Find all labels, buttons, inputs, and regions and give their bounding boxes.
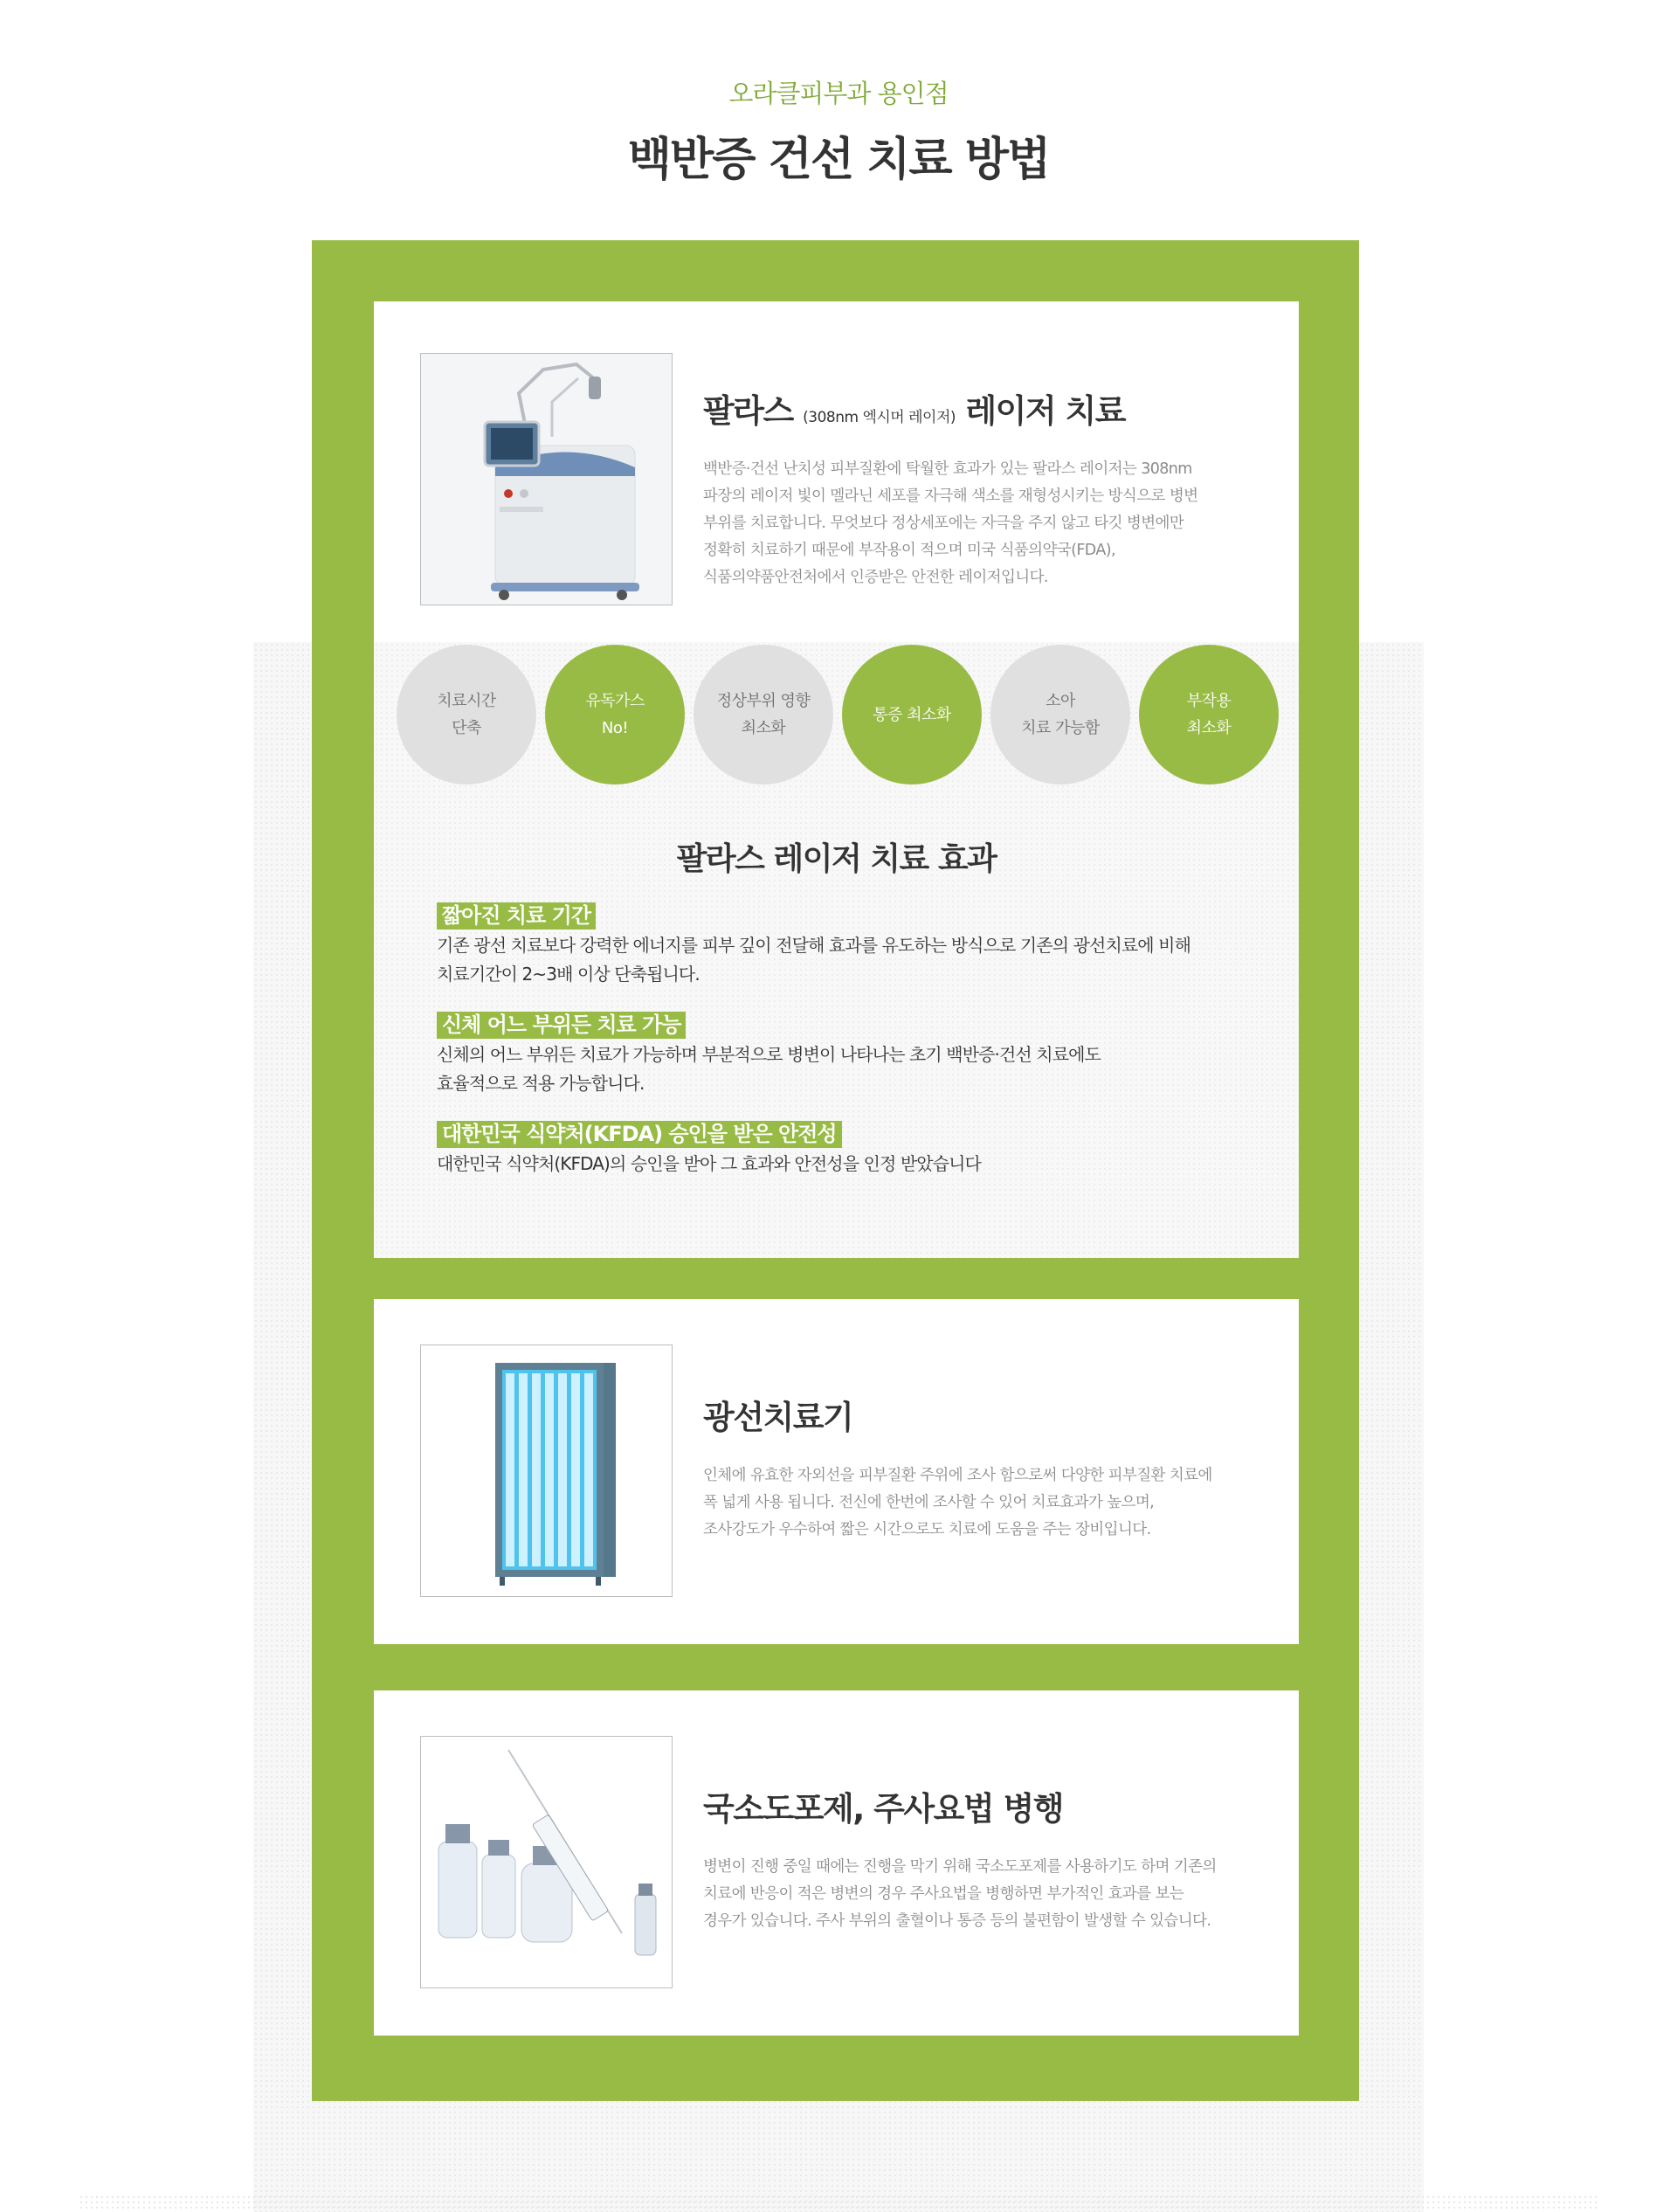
effect-tag: 대한민국 식약처(KFDA) 승인을 받은 안전성 [437,1121,842,1148]
feature-line: 최소화 [1186,719,1232,737]
bottom-dotted-strip [79,2195,1598,2212]
phototherapy-card [374,1299,1299,1644]
pharos-desc-line: 부위를 치료합니다. 무엇보다 정상세포에는 자극을 주지 않고 타깃 병변에만 [703,515,1184,532]
topical-card [374,1690,1299,2036]
effects-title: 팔라스 레이저 치료 효과 [676,841,997,877]
feature-line: 소아 [1046,692,1075,710]
feature-line: 부작용 [1186,692,1232,710]
phototherapy-title: 광선치료기 [703,1399,853,1436]
feature-circle-treatment-time [397,645,536,785]
page-title: 백반증 건선 치료 방법 [627,134,1050,186]
phototherapy-description [703,1462,1262,1544]
pharos-desc-line: 정확히 치료하기 때문에 부작용이 적으며 미국 식품의약국(FDA), [703,542,1115,559]
pharos-info [703,384,1262,591]
phototherapy-desc-line: 조사강도가 우수하여 짧은 시간으로도 치료에 도움을 주는 장비입니다. [703,1521,1151,1538]
phototherapy-desc-line: 인체에 유효한 자외선을 피부질환 주위에 조사 함으로써 다양한 피부질환 치료에 [703,1467,1212,1484]
effect-item [437,1121,1275,1179]
feature-line: 치료시간 [437,692,496,710]
syringe-vials-image [420,1736,673,1988]
feature-line: 통증 최소화 [873,705,951,724]
feature-circle-no-toxic-gas [545,645,685,785]
effect-item [437,902,1275,989]
pharos-desc-line: 파장의 레이저 빛이 멜라닌 세포를 자극해 색소를 재형성시키는 방식으로 병변 [703,487,1198,505]
effect-tag: 짧아진 치료 기간 [437,902,596,930]
clinic-subtitle: 오라클피부과 용인점 [728,79,949,108]
laser-machine-icon [421,354,673,605]
effect-description [437,931,1275,989]
pharos-card [374,301,1299,1258]
effect-description [437,1150,1275,1179]
feature-line: 치료 가능함 [1021,719,1100,737]
feature-circles [397,645,1287,786]
feature-circle-children [990,645,1130,785]
pharos-description [703,456,1262,591]
phototherapy-image [420,1344,673,1597]
effect-item [437,1012,1275,1098]
feature-circle-side-effects [1139,645,1279,785]
feature-line: No! [601,719,629,737]
pharos-title-main: 팔라스 [703,392,793,430]
phototherapy-info [703,1391,1262,1544]
effect-desc-line: 기존 광선 치료보다 강력한 에너지를 피부 깊이 전달해 효과를 유도하는 방식으로 기존의 광선치료에 비해 [437,935,1191,956]
pharos-desc-line: 백반증·건선 난치성 피부질환에 탁월한 효과가 있는 팔라스 레이저는 308nm [703,460,1192,478]
topical-title: 국소도포제, 주사요법 병행 [703,1790,1063,1828]
feature-circle-normal-area [694,645,833,785]
feature-line: 정상부위 영향 [716,692,811,710]
topical-description [703,1854,1262,1935]
phototherapy-cabinet-icon [421,1345,673,1597]
topical-info [703,1782,1262,1935]
effect-desc-line: 신체의 어느 부위든 치료가 가능하며 부분적으로 병변이 나타나는 초기 백반증·건선 치료에도 [437,1044,1101,1065]
phototherapy-desc-line: 폭 넓게 사용 됩니다. 전신에 한번에 조사할 수 있어 치료효과가 높으며, [703,1494,1155,1511]
topical-desc-line: 병변이 진행 중일 때에는 진행을 막기 위해 국소도포제를 사용하기도 하며 기존의 [703,1858,1217,1876]
pharos-title [703,384,1262,432]
topical-desc-line: 치료에 반응이 적은 병변의 경우 주사요법을 병행하면 부가적인 효과를 보는 [703,1885,1184,1903]
page-header [0,74,1677,188]
syringe-vials-icon [421,1737,673,1988]
pharos-desc-line: 식품의약품안전처에서 인증받은 안전한 레이저입니다. [703,569,1048,586]
effect-desc-line: 대한민국 식약처(KFDA)의 승인을 받아 그 효과와 안전성을 인정 받았습니다 [437,1153,981,1174]
feature-line: 단축 [452,719,481,737]
feature-line: 최소화 [741,719,786,737]
feature-circle-pain [842,645,982,785]
effect-description [437,1040,1275,1098]
pharos-title-end: 레이저 치료 [965,392,1125,430]
effect-tag: 신체 어느 부위든 치료 가능 [437,1012,686,1039]
feature-line: 유독가스 [585,692,645,710]
effect-desc-line: 효율적으로 적용 가능합니다. [437,1073,645,1094]
topical-desc-line: 경우가 있습니다. 주사 부위의 출혈이나 통증 등의 불편함이 발생할 수 있습니다. [703,1912,1211,1930]
laser-machine-image [420,353,673,605]
effect-desc-line: 치료기간이 2~3배 이상 단축됩니다. [437,964,700,985]
pharos-title-wavelength: (308nm 엑시머 레이저) [803,409,956,426]
